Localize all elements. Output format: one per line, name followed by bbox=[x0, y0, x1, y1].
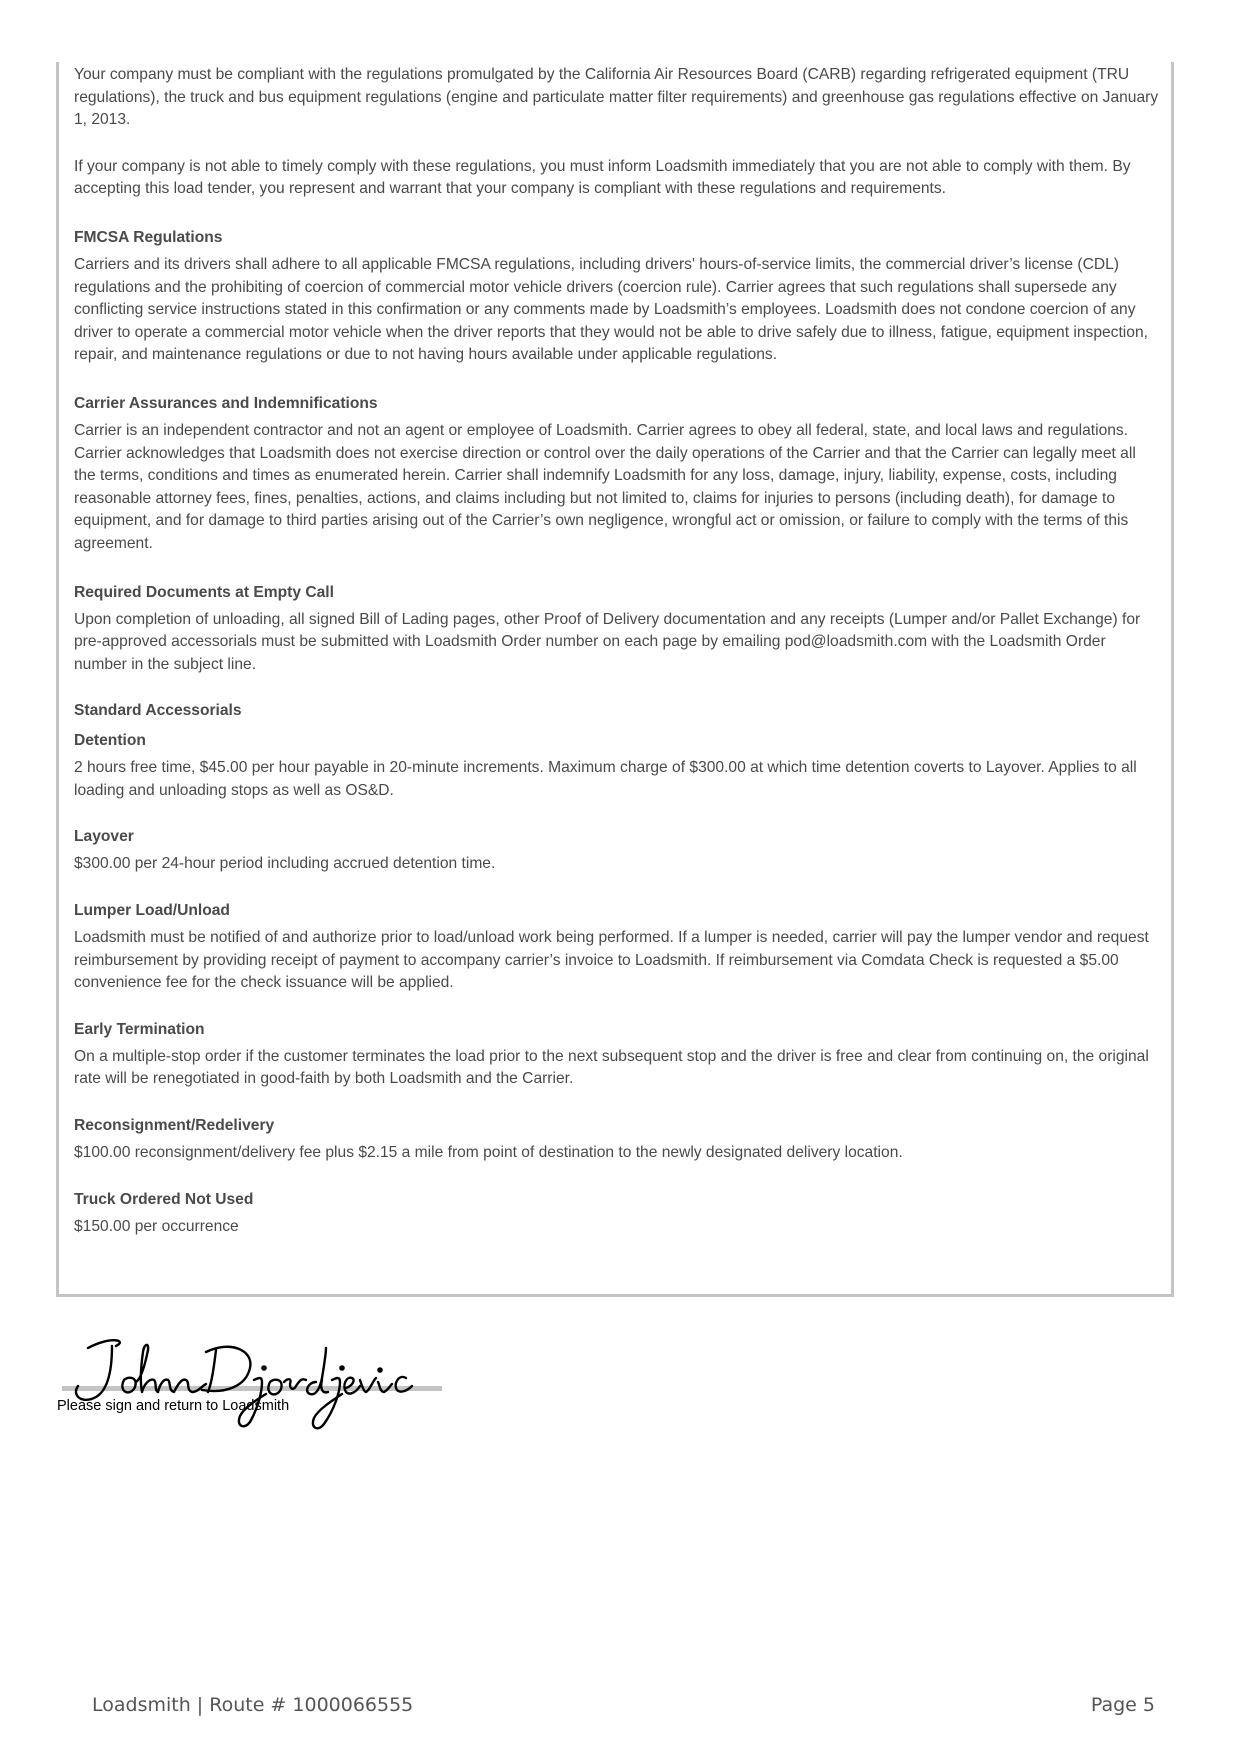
assurances-body: Carrier is an independent contractor and not an agent or employee of Loadsmith. Carrier agrees to obey all federal, state, and local laws and regulations. Carrier acknowledges that Loadsmith does not exercise direction or control over the daily operations of the Carrier and that the Carrier can legally meet all the terms, conditions and times as enumerated herein. Carrier shall indemnify Loadsmith for any loss, damage, injury, liability, expense, costs, including reasonable attorney fees, fines, penalties, actions, and claims including but not limited to, claims for injuries to persons (including death), for damage to equipment, and for damage to third parties arising out of the Carrier’s own negligence, wrongful act or omission, or failure to comply with the terms of this agreement. bbox=[74, 421, 1136, 552]
detention-title: Detention bbox=[74, 732, 146, 750]
assurances-title: Carrier Assurances and Indemnifications bbox=[74, 394, 378, 412]
footer-page-number: Page 5 bbox=[1090, 1694, 1155, 1716]
detention-body: 2 hours free time, $45.00 per hour payable in 20-minute increments. Maximum charge of $300.00 at which time detention coverts to Layover. Applies to all loading and unloading stops as well as OS&D. bbox=[74, 759, 1137, 799]
lumper-body: Loadsmith must be notified of and authorize prior to load/unload work being performed. If a lumper is needed, carrier will pay the lumper vendor and request reimbursement by providing receipt of payment to accompany carrier’s invoice to Loadsmith. If reimbursement via Comdata Check is requested a $5.00 convenience fee for the check issuance will be applied. bbox=[74, 929, 1149, 992]
reconsignment-title: Reconsignment/Redelivery bbox=[74, 1117, 275, 1135]
layover-title: Layover bbox=[74, 828, 134, 846]
documents-body: Upon completion of unloading, all signed Bill of Lading pages, other Proof of Delivery documentation and any receipts (Lumper and/or Pallet Exchange) for pre-approved accessorials must be submitted with Loadsmith Order number on each page by emailing pod@loadsmith.com with the Loadsmith Order number in the subject line. bbox=[74, 610, 1141, 673]
fmcsa-title: FMCSA Regulations bbox=[74, 228, 223, 246]
fmcsa-body: Carriers and its drivers shall adhere to all applicable FMCSA regulations, including drivers' hours-of-service limits, the commercial driver’s license (CDL) regulations and the prohibiting of coercion of commercial motor vehicle drivers (coercion rule). Carrier agrees that such regulations shall supersede any conflicting service instructions stated in this confirmation or any comments made by Loadsmith’s employees. Loadsmith does not condone coercion of any driver to operate a commercial motor vehicle when the driver reports that they would not be able to drive safely due to illness, fatigue, equipment inspection, repair, and maintenance regulations or due to not having hours available under applicable regulations. bbox=[74, 255, 1148, 364]
reconsignment-body: $100.00 reconsignment/delivery fee plus $2.15 a mile from point of destination to the newly designated delivery location. bbox=[74, 1144, 903, 1162]
layover-body: $300.00 per 24-hour period including accrued detention time. bbox=[74, 855, 496, 873]
early-termination-title: Early Termination bbox=[74, 1020, 205, 1038]
lumper-title: Lumper Load/Unload bbox=[74, 902, 230, 920]
documents-title: Required Documents at Empty Call bbox=[74, 583, 334, 601]
signature-caption: Please sign and return to Loadsmith bbox=[57, 1398, 290, 1414]
terms-box bbox=[56, 62, 1174, 1297]
accessorials-title: Standard Accessorials bbox=[74, 702, 242, 720]
signature-area bbox=[50, 1330, 450, 1440]
tonu-title: Truck Ordered Not Used bbox=[74, 1190, 254, 1208]
handwritten-signature bbox=[50, 1330, 450, 1440]
early-termination-body: On a multiple-stop order if the customer terminates the load prior to the next subsequent stop and the driver is free and clear from continuing on, the original rate will be renegotiated in good-faith by both Loadsmith and the Carrier. bbox=[74, 1047, 1149, 1088]
carb-paragraph-2: If your company is not able to timely comply with these regulations, you must inform Loadsmith immediately that you are not able to comply with them. By accepting this load tender, you represent and warrant that your company is compliant with these regulations and requirements. bbox=[74, 157, 1131, 198]
tonu-body: $150.00 per occurrence bbox=[74, 1217, 239, 1235]
footer-route: Loadsmith | Route # 1000066555 bbox=[92, 1694, 414, 1716]
carb-paragraph-1: Your company must be compliant with the regulations promulgated by the California Air Resources Board (CARB) regarding refrigerated equipment (TRU regulations), the truck and bus equipment regulations (engine and particulate matter filter requirements) and greenhouse gas regulations effective on January 1, 2013. bbox=[74, 66, 1159, 129]
